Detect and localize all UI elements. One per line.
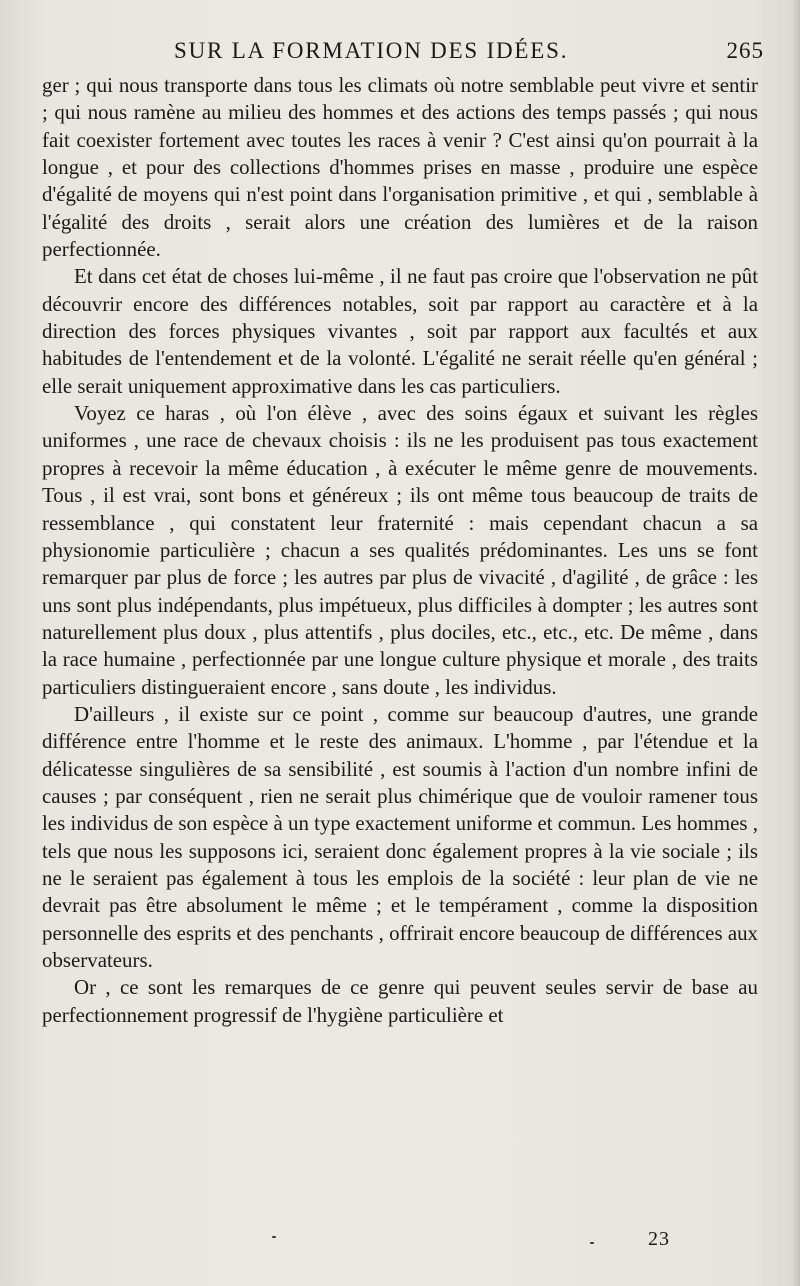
paragraph-1: ger ; qui nous transporte dans tous les climats où notre semblable peut vivre et sentir ; qui nous ramène au milieu des hommes et des actions des temps passés ; qui nous fait coexister fortement avec toutes les races à venir ? C'est ainsi qu'on pourrait à la longue , et pour des collections d'hommes prises en masse , produire une espèce d'égalité de moyens qui n'est point dans l'organisation primitive , et qui , semblable à l'égalité des droits , serait alors une création des lumières et de la raison perfectionnée.: [42, 73, 758, 262]
running-title: SUR LA FORMATION DES IDÉES.: [174, 38, 569, 63]
paragraph-4: D'ailleurs , il existe sur ce point , comme sur beaucoup d'autres, une grande différence entre l'homme et le reste des animaux. L'homme , par l'étendue et la délicatesse singulières de sa sensibilité , est soumis à l'action d'un nombre infini de causes ; par conséquent , rien ne serait plus chimérique que de vouloir ramener tous les individus de son espèce à un type exactement uniforme et commun. Les hommes , tels que nous les supposons ici, seraient donc également propres à la vie sociale ; ils ne le seraient pas également à tous les emplois de la société : leur plan de vie ne devrait pas être absolument le même ; et le tempérament , comme la disposition personnelle des esprits et des penchants , offrirait encore beaucoup de différences aux observateurs.: [42, 701, 758, 972]
paragraph-5: Or , ce sont les remarques de ce genre qui peuvent seules servir de base au perfectionnement progressif de l'hygiène particulière et: [42, 975, 758, 1027]
page-edge-shadow: [792, 0, 800, 1286]
print-mark: [272, 1236, 276, 1238]
paragraph-3: Voyez ce haras , où l'on élève , avec des soins égaux et suivant les règles uniformes , une race de chevaux choisis : ils ne les produisent pas tous exactement propres à recevoir la même éducation , à exécuter le même genre de mouvements. Tous , il est vrai, sont bons et généreux ; ils ont même tous beaucoup de traits de ressemblance , qui constatent leur fraternité : mais cependant chacun a sa physionomie particulière ; chacun a ses qualités prédominantes. Les uns se font remarquer par plus de force ; les autres par plus de vivacité , d'agilité , de grâce : les uns sont plus indépendants, plus impétueux, plus difficiles à dompter ; les autres sont naturellement plus doux , plus attentifs , plus dociles, etc., etc., etc. De même , dans la race humaine , perfectionnée par une longue culture physique et morale , des traits particuliers distingueraient encore , sans doute , les individus.: [42, 401, 758, 699]
paragraph-2: Et dans cet état de choses lui-même , il ne faut pas croire que l'observation ne pût découvrir encore des différences notables, soit par rapport au caractère et à la direction des forces physiques vivantes , soit par rapport aux facultés et aux habitudes de l'entendement et de la volonté. L'égalité ne serait réelle qu'en général ; elle serait uniquement approximative dans les cas particuliers.: [42, 264, 758, 398]
body-text: [42, 72, 758, 1029]
page-number: 265: [726, 38, 764, 63]
signature-mark: 23: [648, 1228, 670, 1250]
print-mark: [590, 1242, 594, 1244]
